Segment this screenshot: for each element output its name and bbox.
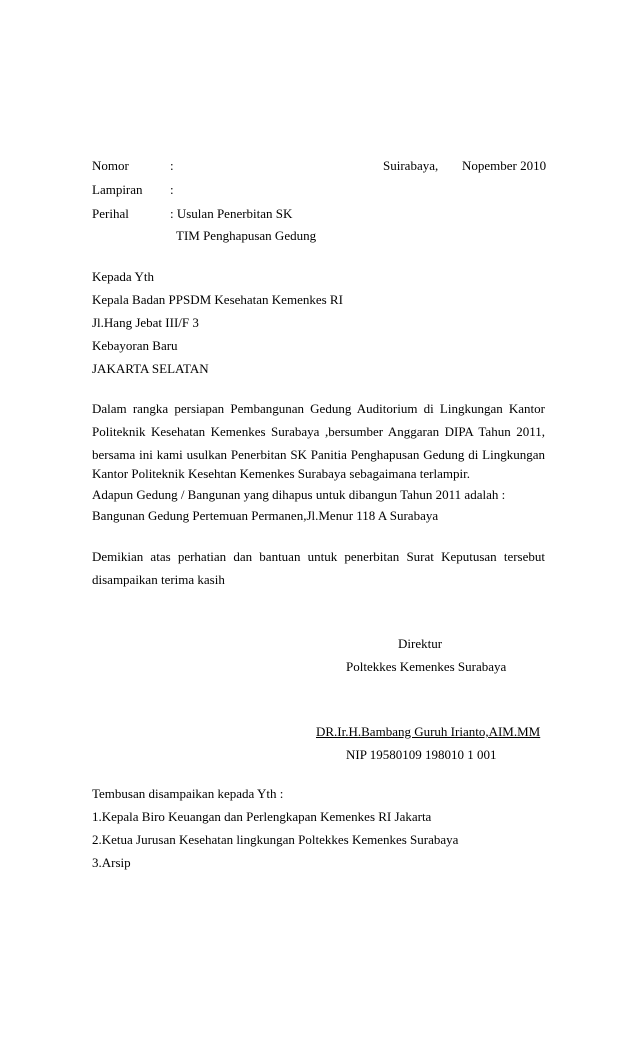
perihal-value-continued: TIM Penghapusan Gedung: [176, 228, 317, 243]
nomor-label: Nomor: [92, 158, 129, 173]
body-paragraph-1-line-1: Dalam rangka persiapan Pembangunan Gedung Auditorium di Lingkungan Kantor: [92, 401, 545, 416]
perihal-label: Perihal: [92, 206, 129, 221]
lampiran-colon: :: [170, 182, 174, 197]
cc-item-2: 2.Ketua Jurusan Kesehatan lingkungan Poltekkes Kemenkes Surabaya: [92, 832, 459, 847]
letter-date: Nopember 2010: [462, 158, 547, 173]
recipient-city: JAKARTA SELATAN: [92, 361, 209, 376]
cc-item-3: 3.Arsip: [92, 855, 131, 870]
cc-item-1: 1.Kepala Biro Keuangan dan Perlengkapan Kemenkes RI Jakarta: [92, 809, 432, 824]
body-paragraph-2-line-2: Bangunan Gedung Pertemuan Permanen,Jl.Menur 118 A Surabaya: [92, 508, 439, 523]
perihal-value: : Usulan Penerbitan SK: [170, 206, 293, 221]
nomor-colon: :: [170, 158, 174, 173]
recipient-title: Kepala Badan PPSDM Kesehatan Kemenkes RI: [92, 292, 343, 307]
letter-place: Suirabaya,: [383, 158, 439, 173]
body-paragraph-2-line-1: Adapun Gedung / Bangunan yang dihapus untuk dibangun Tahun 2011 adalah :: [92, 487, 506, 502]
lampiran-label: Lampiran: [92, 182, 143, 197]
body-paragraph-3-line-1: Demikian atas perhatian dan bantuan untuk penerbitan Surat Keputusan tersebut: [92, 549, 545, 564]
body-paragraph-1-line-3: bersama ini kami usulkan Penerbitan SK Panitia Penghapusan Gedung di Lingkungan: [92, 447, 545, 462]
recipient-greeting: Kepada Yth: [92, 269, 154, 284]
signature-title: Direktur: [398, 636, 443, 651]
signature-name: DR.Ir.H.Bambang Guruh Irianto,AIM.MM: [316, 724, 541, 739]
signature-institution: Poltekkes Kemenkes Surabaya: [346, 659, 507, 674]
body-paragraph-1-line-4: Kantor Politeknik Kesehtan Kemenkes Surabaya sebagaimana terlampir.: [92, 466, 470, 481]
recipient-street: Jl.Hang Jebat III/F 3: [92, 315, 199, 330]
recipient-district: Kebayoran Baru: [92, 338, 178, 353]
body-paragraph-3-line-2: disampaikan terima kasih: [92, 572, 225, 587]
body-paragraph-1-line-2: Politeknik Kesehatan Kemenkes Surabaya ,bersumber Anggaran DIPA Tahun 2011,: [92, 424, 545, 439]
cc-heading: Tembusan disampaikan kepada Yth :: [92, 786, 284, 801]
signature-nip: NIP 19580109 198010 1 001: [346, 747, 497, 762]
